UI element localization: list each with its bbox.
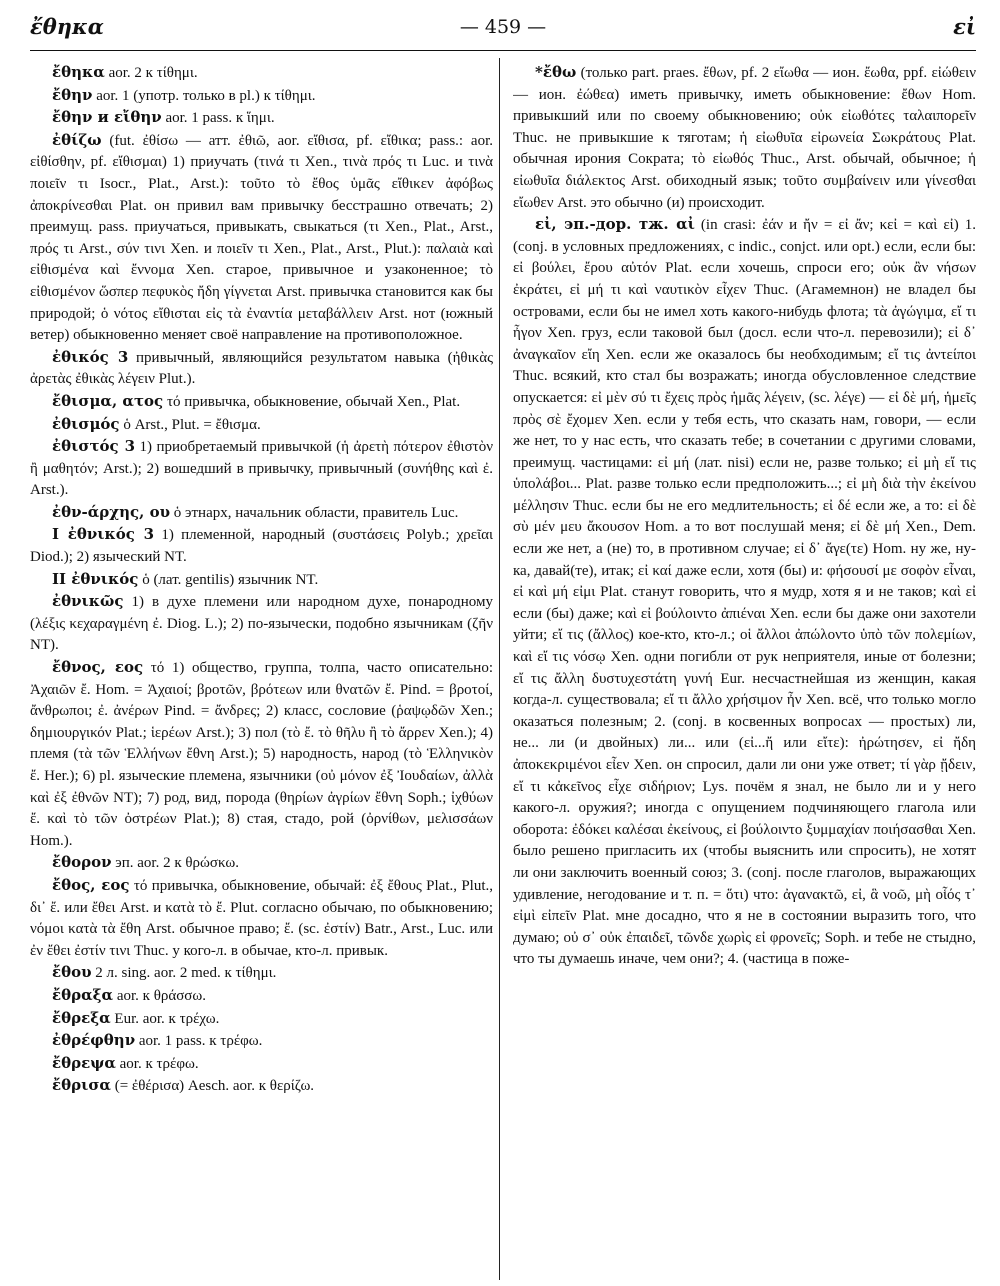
dictionary-entry — [30, 130, 493, 347]
entry-headword: ἐθισμός — [52, 414, 120, 433]
dictionary-entry — [30, 657, 493, 852]
dictionary-entry — [30, 524, 493, 568]
entry-headword: ἔθισμα, ατος — [52, 391, 164, 410]
entry-headword: ἔθηκα — [52, 63, 105, 81]
dictionary-entry — [30, 347, 493, 391]
entry-headword: ἐθικός 3 — [52, 347, 129, 366]
entry-body: 1) приобретаемый привычкой (ἡ ἀρετὴ πότερον ἐθιστὸν ἢ μαθητόν; Arst.); 2) вошедший в привычку, привычный (συνήθης καὶ ἐ. Arst.). — [30, 439, 493, 499]
entry-headword: II ἐθνικός — [52, 569, 139, 588]
entry-body: aor. к τρέφω. — [115, 1055, 199, 1072]
entry-body: aor. 2 к τίθημι. — [104, 65, 198, 81]
entry-body: ὁ Arst., Plut. = ἔθισμα. — [119, 416, 261, 433]
dictionary-entry — [30, 569, 493, 592]
dictionary-entry — [30, 1075, 493, 1098]
entry-headword: ἔθος, εος — [52, 875, 130, 894]
entry-body: (только part. praes. ἔθων, pf. 2 εἴωθα — ион. ἔωθα, ppf. εἰώθειν — ион. ἐώθεα) иметь привычку, иметь обыкновение: ἔθων Hom. привыкший или по своему обыкновению; οὐκ εἰωθότες ταλαιπορεῖν Thuc. не привыкшие к тяготам; ἡ εἰωθυῖα εἰρωνεία Σωκράτους Plat. обычная ирония Сократа; τὸ εἰωθός Thuc., Arst. обычай, обычное; ἡ εἰωθυῖα διάλεκτος Arst. обиходный язык; τοῦτο συμβαίνειν или γίνεσθαι εἴωθεν Arst. это обычно (и) происходит. — [513, 65, 976, 211]
right-column — [513, 62, 976, 1278]
dictionary-entry — [30, 1030, 493, 1053]
dictionary-entry — [30, 591, 493, 657]
dictionary-entry — [30, 502, 493, 525]
dictionary-entry — [30, 62, 493, 85]
entry-headword: ἐθν-άρχης, ου — [52, 502, 171, 521]
dictionary-entry — [30, 1008, 493, 1031]
dictionary-entry — [30, 436, 493, 502]
dictionary-entry — [30, 414, 493, 437]
entry-body: эп. aor. 2 к θρώσκω. — [111, 855, 240, 872]
entry-headword: ἐθνικῶς — [52, 592, 124, 611]
dictionary-entry — [30, 962, 493, 985]
entry-headword: ἐθρέφθην — [52, 1031, 136, 1050]
dictionary-entry — [513, 62, 976, 214]
entry-headword: ἔθην и εἴθην — [52, 108, 162, 127]
header-rule — [30, 50, 976, 51]
dictionary-entry — [30, 391, 493, 414]
entry-headword: ἔθου — [52, 963, 92, 982]
left-column — [30, 62, 493, 1278]
entry-headword: εἰ, эп.-дор. тж. αἰ — [535, 215, 695, 234]
page-header — [30, 14, 976, 46]
dictionary-entry — [30, 85, 493, 108]
entry-headword: ἐθιστός 3 — [52, 437, 136, 456]
entry-body: aor. к θράσσω. — [113, 987, 207, 1004]
entry-body: aor. 1 (употр. только в pl.) к τίθημι. — [92, 87, 316, 104]
entry-headword: ἔθρισα — [52, 1076, 111, 1095]
dictionary-entry — [30, 985, 493, 1008]
entry-body: ὁ (лат. gentilis) язычник NT. — [138, 571, 319, 588]
entry-headword: ἔθρεξα — [52, 1008, 111, 1027]
entry-body: τό 1) общество, группа, толпа, часто описательно: Ἀχαιῶν ἔ. Hom. = Ἀχαιοί; βροτῶν, βρότεων или θνατῶν ἔ. Pind. = βροτοί, ἄνθρωποι; ἐ. ἀνέρων Pind. = ἄνδρες; 2) класс, сословие (ῥαψῳδῶν Xen.; δημιουργικόν Plat.; ἱερέων Arst.); 3) пол (τὸ ἔ. τὸ θῆλυ ἢ τὸ ἄρρεν Xen.); 4) племя (τὰ τῶν Ἑλλήνων ἔθνη Arst.); 5) народность, народ (τὸ Ἑλληνικὸν ἔ. Her.); 6) pl. языческие племена, язычники (οὐ μόνον ἐξ Ἰουδαίων, ἀλλὰ καὶ ἐξ ἐθνῶν NT); 7) род, вид, порода (θηρίων ἀγρίων ἔθνη Soph.; ἰχθύων ἔ. καὶ τὸ τῶν ὀστρέων Plat.); 8) стая, стадо, рой (ὀρνίθων, μελισσάων Hom.). — [30, 660, 493, 849]
entry-body: aor. 1 pass. к ἵημι. — [161, 110, 275, 127]
entry-headword: ἔθορον — [52, 853, 112, 872]
entry-headword: ἔθνος, εος — [52, 658, 144, 677]
entry-headword: ἐθίζω — [52, 130, 102, 149]
entry-body: τό привычка, обыкновение, обычай Xen., Plat. — [163, 393, 461, 410]
entry-body: aor. 1 pass. к τρέφω. — [135, 1033, 263, 1050]
entry-body: 1) в духе племени или народном духе, понародному (λέξις κεχαραγμένη ἐ. Diog. L.); 2) по-язычески, подобно язычникам (ζῆν NT). — [30, 594, 493, 654]
entry-body: (in crasi: ἐάν и ἤν = εἰ ἄν; κεἰ = καὶ εἰ) 1. (conj. в условных предложениях, с indic., conjct. или opt.) если, если бы: εἰ βούλει, ἔρου αὐτόν Plat. если хочешь, спроси его; οὐκ ἂν νήσων ἐκράτει, εἰ μή τι καὶ ναυτικὸν εἶχεν Thuc. (Агамемнон) не владел бы островами, если бы не имел хоть какого-нибудь флота; τὰ ἀγώγιμα, εἴ τι ἦγον Xen. груз, если таковой был (досл. если что-л. перевозили); εἰ δ᾽ ἀναγκαῖον εἴη Xen. если же оказалось бы необходимым; εἴ τις ἀντείποι Thuc. всякий, кто стал бы возражать; иногда обусловленное следствие опускается: εἰ μὲν σύ τι ἔχεις πρὸς ἡμᾶς λέγειν, (sc. λέγε) — εἰ δὲ μή, ἡμεῖς πρὸς σὲ ἔχομεν Xen. если у тебя есть, что сказать нам, говори, — если же нет, то у нас есть, что сказать тебе; в сочетании с другими словами, преимущ. частицами: εἰ μή (лат. nisi) если не, разве только; εἰ μὴ εἴ τις ὑπολάβοι... Plat. разве только если предположить...; εἰ μὴ διὰ τὴν ἐκείνου μέλλησιν Thuc. если бы не его медлительность; εἰ δέ если же, а то: εἰ δὲ σὺ μέν μευ ἄκουσον Hom. а то вот послушай меня; εἰ δὲ μή Xen., Dem. если же нет, а (не) то, в противном случае; εἰ δ᾽ ἄγε(τε) Hom. ну же, ну-ка, давай(те), итак; εἰ καί даже если, хотя (бы) и: φήσουσί με σοφὸν εἶναι, εἰ καὶ μή εἰμι Plat. станут говорить, что я мудр, хотя я и не таков; καὶ εἰ если (бы) даже; καὶ εἰ βούλοιντο ἀπιέναι Xen. если бы даже они захотели уйти; εἴ τις (ἄλλος) кое-кто, кто-л.; οἱ ἄλλοι ἀπώλοντο ὑπὸ τῶν πολεμίων, καὶ εἴ τις νόσῳ Xen. одни погибли от рук неприятеля, иные от болезни; εἴ τις ἄλλη δυστυχεστάτη γυνή Eur. несчастнейшая из женщин, какая когда-л. существовала; εἴ τι ἄλλο χρήσιμον ἦν Xen. всё, что только могло оказаться полезным; 2. (conj. в косвенных вопросах — простых) ли, не... ли (и двойных) ли... или (εἰ...ἤ или εἴτε): ἠρώτησεν, εἰ ἤδη ἀποκεκριμένοι εἶεν Xen. он спросил, дали ли они уже ответ; τί γὰρ ᾔδειν, εἴ τι κἀκεῖνος εἶχε σιδήριον; Lys. почём я знал, не было ли и у него какого-л. оружия?; иногда с опущением подчиняющего глагола или оборота: ἐδόκει καλέσαι ἐκείνους, εἰ βούλοιντο ξυμμαχίαν ποιήσασθαι Xen. было решено пригласить их (чтобы выяснить или спросить), не хотят ли они заключить военный союз; 3. (conj. после глаголов, выражающих удивление, негодование и т. п. = ὅτι) что: ἀγανακτῶ, εἰ, ἃ νοῶ, μὴ οἷός τ᾽ εἰμὶ εἰπεῖν Plat. мне досадно, что я не в состоянии выразить того, что думаю; οὐ σ᾽ οὐκ ἐπαιδεῖ, τῶνδε χωρὶς εἰ φρονεῖς; Soph. и тебе не стыдно, что ты думаешь иначе, чем они?; 4. (частица в поже- — [513, 217, 976, 968]
entry-body: (fut. ἐθίσω — атт. ἐθιῶ, aor. εἴθισα, pf. εἴθικα; pass.: aor. εἰθίσθην, pf. εἴθισμαι) 1) приучать (τινά τι Xen., τινὰ πρός τι Luc. и τινὰ ποιεῖν τι Isocr., Plat., Arst.): τοῦτο τὸ ἔθος ὑμᾶς εἴθικεν ἀφόβως ἀποκρίνεσθαι Plat. он привил вам привычку бесстрашно отвечать; 2) преимущ. pass. приучаться, привыкать, свыкаться (τι Xen., Plat., Arst., πρός τι Arst., σύν τινι Xen. и ποιεῖν τι Xen., Plat., Arst., Plut.): παλαιὰ καὶ εἰθισμένα καὶ ἔννομα Xen. старое, привычное и узаконенное; τὸ εἰθισμένον ὥσπερ πεφυκὸς ἤδη γίγνεται Arst. привычка становится как бы природой; ὁ νότος εἴθισται εἰς τὰ ἐναντία μεταβάλλειν Arst. нот (южный ветер) обыкновенно меняет своё направление на противоположное. — [30, 132, 493, 344]
entry-headword: I ἐθνικός 3 — [52, 525, 155, 544]
entry-body: Eur. aor. к τρέχω. — [110, 1010, 220, 1027]
entry-body: ὁ этнарх, начальник области, правитель Luc. — [170, 504, 459, 521]
entry-headword: ἔθρεψα — [52, 1053, 116, 1072]
entry-body: 2 л. sing. aor. 2 med. к τίθημι. — [91, 965, 277, 982]
column-divider — [499, 58, 500, 1280]
dictionary-entry — [513, 214, 976, 971]
running-head-left: ἔθηκα — [30, 14, 104, 39]
running-head-right: εἰ — [953, 14, 976, 39]
dictionary-entry — [30, 107, 493, 130]
entry-body: (= ἐθέρισα) Aesch. aor. к θερίζω. — [110, 1078, 315, 1095]
dictionary-entry — [30, 875, 493, 962]
dictionary-entry — [30, 852, 493, 875]
entry-headword: ἔθραξα — [52, 985, 114, 1004]
entry-headword: ἔθην — [52, 85, 93, 104]
entry-body: τό привычка, обыкновение, обычай: ἐξ ἔθους Plat., Plut., δι᾽ ἔ. или ἔθει Arst. и κατὰ τὸ ἔ. Plut. согласно обычаю, по обыкновению; νόμοι κατὰ τὰ ἔθη Arst. обычное право; ἔ. (sc. ἐστίν) Batr., Arst., Luc. или ἐν ἔθει ἐστίν τινι Thuc. у кого-л. в обычае, кто-л. привык. — [30, 877, 493, 959]
entry-body: 1) племенной, народный (συστάσεις Polyb.; χρεῖαι Diod.); 2) языческий NT. — [30, 527, 493, 566]
entry-body: привычный, являющийся результатом навыка (ἠθικὰς ἀρετὰς ἐθικὰς λέγειν Plut.). — [30, 349, 493, 388]
dictionary-entry — [30, 1053, 493, 1076]
page-number: — 459 — — [459, 16, 547, 38]
entry-headword: *ἔθω — [535, 63, 577, 81]
